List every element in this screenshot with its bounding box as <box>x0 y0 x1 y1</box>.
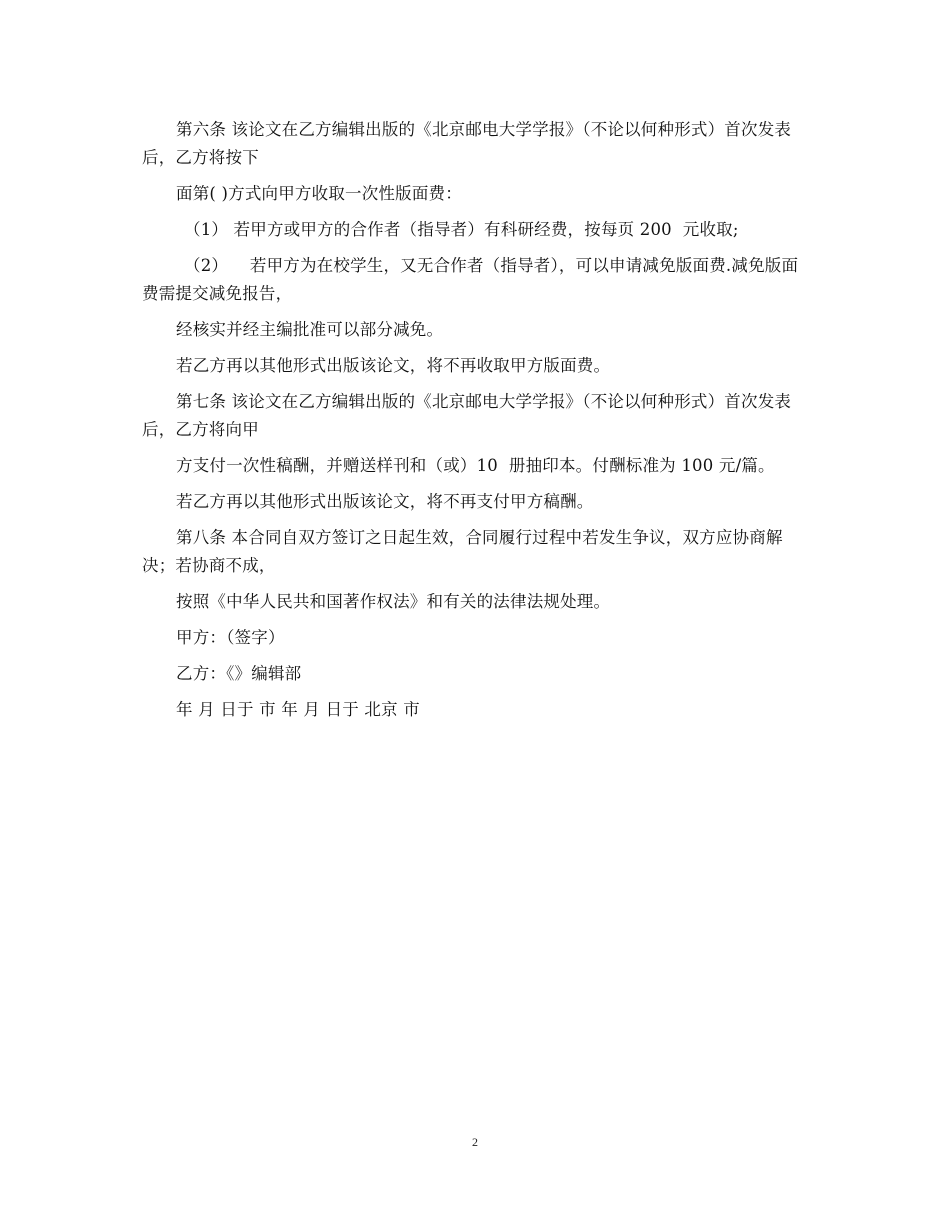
paragraph-item-2: （2） 若甲方为在校学生，又无合作者（指导者），可以申请减免版面费.减免版面费需提交减免报告， <box>142 256 799 303</box>
document-body <box>142 116 806 732</box>
party-a-signature: 甲方：（签字） <box>176 628 285 647</box>
paragraph-article-7-payment: 方支付一次性稿酬，并赠送样刊和（或）10 册抽印本。付酬标准为 100 元/篇。 <box>176 456 775 475</box>
paragraph-item-2-continued: 经核实并经主编批准可以部分减免。 <box>176 320 444 339</box>
paragraph-article-6: 第六条 该论文在乙方编辑出版的《北京邮电大学学报》（不论以何种形式）首次发表后，乙方将按下 <box>142 120 792 167</box>
paragraph-article-7-other-forms: 若乙方再以其他形式出版该论文，将不再支付甲方稿酬。 <box>176 492 594 511</box>
paragraph-article-8: 第八条 本合同自双方签订之日起生效，合同履行过程中若发生争议，双方应协商解决；若协商不成， <box>142 528 783 575</box>
party-b-department: 乙方：《》编辑部 <box>176 664 302 683</box>
page-number: 2 <box>472 1135 478 1149</box>
paragraph-article-7: 第七条 该论文在乙方编辑出版的《北京邮电大学学报》（不论以何种形式）首次发表后，乙方将向甲 <box>142 392 792 439</box>
paragraph-article-6-other-forms: 若乙方再以其他形式出版该论文，将不再收取甲方版面费。 <box>176 356 611 375</box>
signing-date-place: 年 月 日于 市 年 月 日于 北京 市 <box>176 700 420 719</box>
paragraph-article-8-law: 按照《中华人民共和国著作权法》和有关的法律法规处理。 <box>176 592 611 611</box>
paragraph-article-6-method: 面第( )方式向甲方收取一次性版面费： <box>176 184 462 203</box>
paragraph-item-1: （1） 若甲方或甲方的合作者（指导者）有科研经费，按每页 200 元收取; <box>184 220 739 239</box>
